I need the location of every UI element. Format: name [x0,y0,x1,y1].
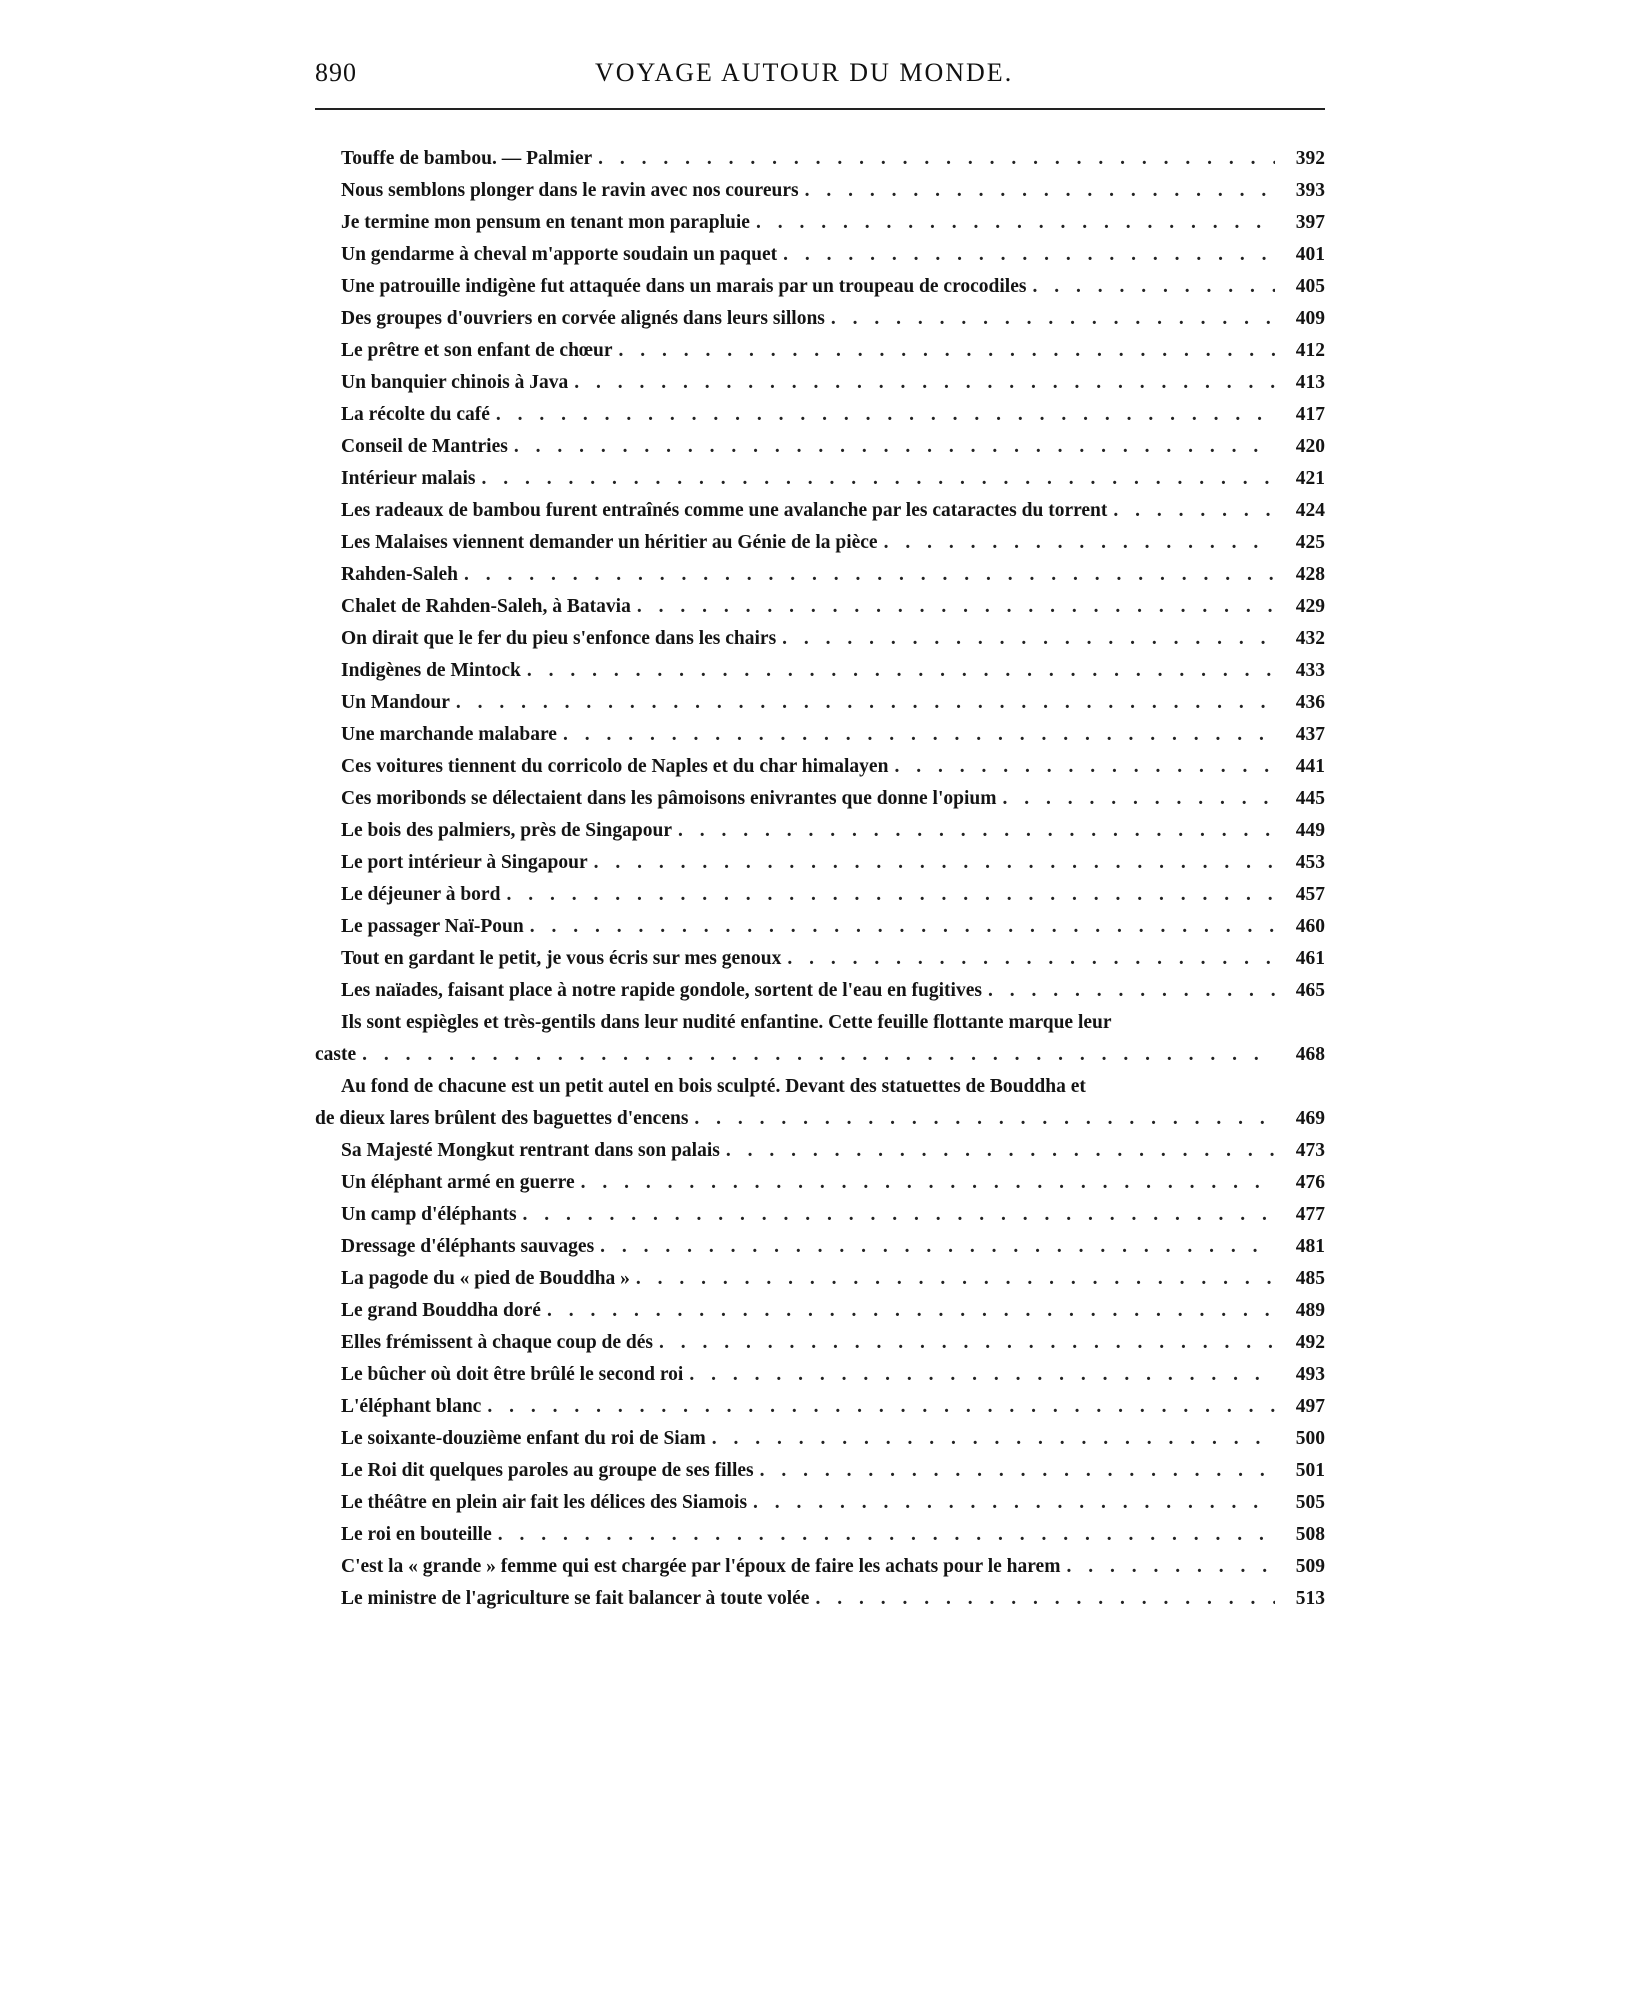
caption-text: Le Roi dit quelques paroles au groupe de ses filles [341,1460,754,1481]
page-reference: 501 [1295,1460,1325,1481]
dot-leader [362,1039,1275,1071]
caption-text: Intérieur malais [341,468,476,489]
toc-entry-line [315,431,1325,463]
toc-entry [315,751,1325,783]
page-reference: 468 [1295,1044,1325,1065]
caption-text: Dressage d'éléphants sauvages [341,1236,595,1257]
dot-leader [831,303,1275,335]
caption-text: Ces voitures tiennent du corricolo de Naples et du char himalayen [341,756,889,777]
page-reference: 449 [1295,820,1325,841]
toc-entry [315,975,1325,1007]
page-reference: 457 [1295,884,1325,905]
toc-entry [315,495,1325,527]
dot-leader [574,367,1275,399]
toc-entry [315,1199,1325,1231]
page-reference: 429 [1295,596,1325,617]
page-reference: 461 [1295,948,1325,969]
toc-entry-line [315,783,1325,815]
toc-entry [315,623,1325,655]
page-reference: 492 [1295,1332,1325,1353]
caption-text: Touffe de bambou. — Palmier [341,148,593,169]
caption-text: Ces moribonds se délectaient dans les pâmoisons enivrantes que donne l'opium [341,788,997,809]
toc-entry-line [315,975,1325,1007]
caption-text: Un banquier chinois à Java [341,372,569,393]
toc-entry-line [315,335,1325,367]
page-reference: 445 [1295,788,1325,809]
toc-entry [315,1231,1325,1263]
toc-entry [315,527,1325,559]
toc-entry-line [315,1359,1325,1391]
toc-entry [315,335,1325,367]
toc-entry-line [315,655,1325,687]
dot-leader [637,591,1275,623]
toc-entry [315,719,1325,751]
dot-leader [760,1455,1275,1487]
caption-text: On dirait que le fer du pieu s'enfonce dans les chairs [341,628,777,649]
caption-text: Une patrouille indigène fut attaquée dans un marais par un troupeau de crocodiles [341,276,1027,297]
toc-entry-line [315,399,1325,431]
page-reference: 413 [1295,372,1325,393]
caption-text: Une marchande malabare [341,724,557,745]
caption-text: Le ministre de l'agriculture se fait balancer à toute volée [341,1588,810,1609]
caption-text: Un gendarme à cheval m'apporte soudain un paquet [341,244,778,265]
caption-text: Au fond de chacune est un petit autel en bois sculpté. Devant des statuettes de Bouddha et [341,1076,1086,1097]
dot-leader [1003,783,1276,815]
toc-entry [315,1295,1325,1327]
toc-entry [315,463,1325,495]
toc-entry-line [315,943,1325,975]
page-reference: 481 [1295,1236,1325,1257]
toc-entry [315,303,1325,335]
dot-leader [988,975,1275,1007]
header-rule [315,108,1325,110]
caption-text: Le passager Naï-Poun [341,916,524,937]
dot-leader [815,1583,1275,1615]
toc-entry-line [315,847,1325,879]
page-reference: 465 [1295,980,1325,1001]
toc-entry-line [315,1327,1325,1359]
toc-entry-line [315,1135,1325,1167]
toc-entry-line [315,623,1325,655]
page-reference: 505 [1295,1492,1325,1513]
toc-entry-second-line [315,1103,1325,1135]
dot-leader [659,1327,1275,1359]
toc-entry [315,1583,1325,1615]
toc-entry [315,783,1325,815]
caption-text: Ils sont espiègles et très-gentils dans leur nudité enfantine. Cette feuille flottante marque leur [341,1012,1112,1033]
dot-leader [547,1295,1275,1327]
toc-entry-line [315,1551,1325,1583]
toc-entry [315,1263,1325,1295]
toc-entry-line [315,559,1325,591]
caption-text: La récolte du café [341,404,490,425]
toc-entry [315,367,1325,399]
toc-entry-line [315,239,1325,271]
toc-entry-line [315,143,1325,175]
caption-text: Les Malaises viennent demander un héritier au Génie de la pièce [341,532,878,553]
page-number: 890 [315,58,357,87]
page-reference: 432 [1295,628,1325,649]
page-reference: 409 [1295,308,1325,329]
toc-entry [315,399,1325,431]
dot-leader [636,1263,1275,1295]
dot-leader [678,815,1275,847]
toc-entry-line [315,207,1325,239]
dot-leader [464,559,1275,591]
toc-entry [315,1359,1325,1391]
page-reference: 493 [1295,1364,1325,1385]
toc-entry-line [315,271,1325,303]
toc-entry [315,879,1325,911]
dot-leader [783,239,1275,271]
toc-entry-second-line [315,1039,1325,1071]
page-reference: 437 [1295,724,1325,745]
caption-text: Le bûcher où doit être brûlé le second roi [341,1364,684,1385]
toc-entry [315,943,1325,975]
toc-entry [315,559,1325,591]
page-reference: 489 [1295,1300,1325,1321]
toc-entry-line [315,591,1325,623]
dot-leader [787,943,1275,975]
caption-text: C'est la « grande » femme qui est chargée par l'époux de faire les achats pour le harem [341,1556,1061,1577]
page-reference: 473 [1295,1140,1325,1161]
caption-text: Le déjeuner à bord [341,884,501,905]
page-reference: 421 [1295,468,1325,489]
page-reference: 469 [1295,1108,1325,1129]
page-reference: 513 [1295,1588,1325,1609]
dot-leader [581,1167,1275,1199]
dot-leader [563,719,1275,751]
toc-entry-line [315,175,1325,207]
toc-entry [315,1551,1325,1583]
caption-text: Je termine mon pensum en tenant mon parapluie [341,212,750,233]
caption-text: Un éléphant armé en guerre [341,1172,575,1193]
toc-entry-line [315,527,1325,559]
toc-entry [315,271,1325,303]
toc-entry-line [315,1199,1325,1231]
toc-entry-line [315,495,1325,527]
toc-entry [315,1327,1325,1359]
page-reference: 412 [1295,340,1325,361]
page-reference: 477 [1295,1204,1325,1225]
toc-entry [315,1135,1325,1167]
dot-leader [619,335,1275,367]
toc-entry [315,1071,1325,1135]
caption-text: Le théâtre en plein air fait les délices des Siamois [341,1492,748,1513]
dot-leader [514,431,1275,463]
caption-continuation: caste [315,1044,357,1065]
caption-text: Le bois des palmiers, près de Singapour [341,820,672,841]
page-reference: 405 [1295,276,1325,297]
toc-entry [315,1423,1325,1455]
toc-entry-line [315,463,1325,495]
caption-text: Rahden-Saleh [341,564,459,585]
page-reference: 428 [1295,564,1325,585]
dot-leader [523,1199,1275,1231]
page-reference: 401 [1295,244,1325,265]
toc-entry-line [315,1423,1325,1455]
toc-entry [315,431,1325,463]
dot-leader [753,1487,1275,1519]
dot-leader [712,1423,1275,1455]
caption-text: La pagode du « pied de Bouddha » [341,1268,630,1289]
page-reference: 453 [1295,852,1325,873]
page-reference: 392 [1295,148,1325,169]
dot-leader [598,143,1275,175]
dot-leader [726,1135,1275,1167]
caption-text: Un Mandour [341,692,450,713]
toc-entry [315,655,1325,687]
toc-entry-line [315,815,1325,847]
page-reference: 508 [1295,1524,1325,1545]
running-title: VOYAGE AUTOUR DU MONDE. [595,58,1014,87]
dot-leader [482,463,1275,495]
toc-entry-line [315,367,1325,399]
page-reference: 441 [1295,756,1325,777]
caption-text: Le port intérieur à Singapour [341,852,588,873]
page-reference: 497 [1295,1396,1325,1417]
toc-entry-line [315,911,1325,943]
toc-entry-line [315,1167,1325,1199]
dot-leader [530,911,1275,943]
caption-text: Indigènes de Mintock [341,660,521,681]
page-reference: 509 [1295,1556,1325,1577]
dot-leader [1032,271,1275,303]
dot-leader [527,655,1275,687]
caption-continuation: de dieux lares brûlent des baguettes d'encens [315,1108,689,1129]
caption-text: Le grand Bouddha doré [341,1300,541,1321]
page-reference: 397 [1295,212,1325,233]
toc-entry-first-line [315,1071,1325,1103]
dot-leader [1066,1551,1275,1583]
toc-entry-line [315,1519,1325,1551]
dot-leader [694,1103,1275,1135]
dot-leader [782,623,1275,655]
toc-entry [315,1487,1325,1519]
page-reference: 485 [1295,1268,1325,1289]
toc-entry-line [315,687,1325,719]
page-reference: 393 [1295,180,1325,201]
toc-entry [315,1519,1325,1551]
dot-leader [594,847,1275,879]
page-reference: 460 [1295,916,1325,937]
toc-entry-line [315,303,1325,335]
toc-entry-line [315,1391,1325,1423]
toc-entry-line [315,1487,1325,1519]
toc-entry-line [315,1263,1325,1295]
dot-leader [689,1359,1275,1391]
toc-entry [315,175,1325,207]
page-reference: 500 [1295,1428,1325,1449]
toc-entry [315,911,1325,943]
page-reference: 424 [1295,500,1325,521]
toc-entry [315,1167,1325,1199]
caption-text: Sa Majesté Mongkut rentrant dans son palais [341,1140,720,1161]
toc-entry [315,1007,1325,1071]
toc-entry [315,143,1325,175]
dot-leader [894,751,1275,783]
toc-entry-line [315,751,1325,783]
toc-entry [315,239,1325,271]
caption-text: Elles frémissent à chaque coup de dés [341,1332,653,1353]
dot-leader [805,175,1275,207]
toc-entry-line [315,719,1325,751]
page-reference: 425 [1295,532,1325,553]
page-reference: 436 [1295,692,1325,713]
caption-text: Conseil de Mantries [341,436,508,457]
toc-entry [315,1391,1325,1423]
toc-entry-first-line [315,1007,1325,1039]
toc-entry-line [315,879,1325,911]
page-reference: 420 [1295,436,1325,457]
illustrations-list [315,143,1325,1615]
caption-text: Chalet de Rahden-Saleh, à Batavia [341,596,631,617]
toc-entry-line [315,1295,1325,1327]
caption-text: Les naïades, faisant place à notre rapide gondole, sortent de l'eau en fugitives [341,980,982,1001]
caption-text: Nous semblons plonger dans le ravin avec nos coureurs [341,180,799,201]
dot-leader [756,207,1275,239]
toc-entry [315,847,1325,879]
page-reference: 433 [1295,660,1325,681]
toc-entry [315,207,1325,239]
toc-entry-line [315,1583,1325,1615]
caption-text: Le soixante-douzième enfant du roi de Siam [341,1428,706,1449]
dot-leader [496,399,1275,431]
dot-leader [600,1231,1275,1263]
toc-entry [315,815,1325,847]
caption-text: Des groupes d'ouvriers en corvée alignés dans leurs sillons [341,308,825,329]
caption-text: Tout en gardant le petit, je vous écris sur mes genoux [341,948,782,969]
toc-entry-line [315,1455,1325,1487]
dot-leader [456,687,1275,719]
page-reference: 417 [1295,404,1325,425]
caption-text: L'éléphant blanc [341,1396,482,1417]
toc-entry [315,687,1325,719]
dot-leader [487,1391,1275,1423]
caption-text: Le roi en bouteille [341,1524,492,1545]
dot-leader [1113,495,1275,527]
toc-entry-line [315,1231,1325,1263]
dot-leader [884,527,1275,559]
caption-text: Le prêtre et son enfant de chœur [341,340,613,361]
page-reference: 476 [1295,1172,1325,1193]
caption-text: Les radeaux de bambou furent entraînés comme une avalanche par les cataractes du torrent [341,500,1108,521]
caption-text: Un camp d'éléphants [341,1204,517,1225]
toc-entry [315,591,1325,623]
dot-leader [498,1519,1275,1551]
toc-entry [315,1455,1325,1487]
dot-leader [506,879,1275,911]
page-header [315,58,1325,98]
